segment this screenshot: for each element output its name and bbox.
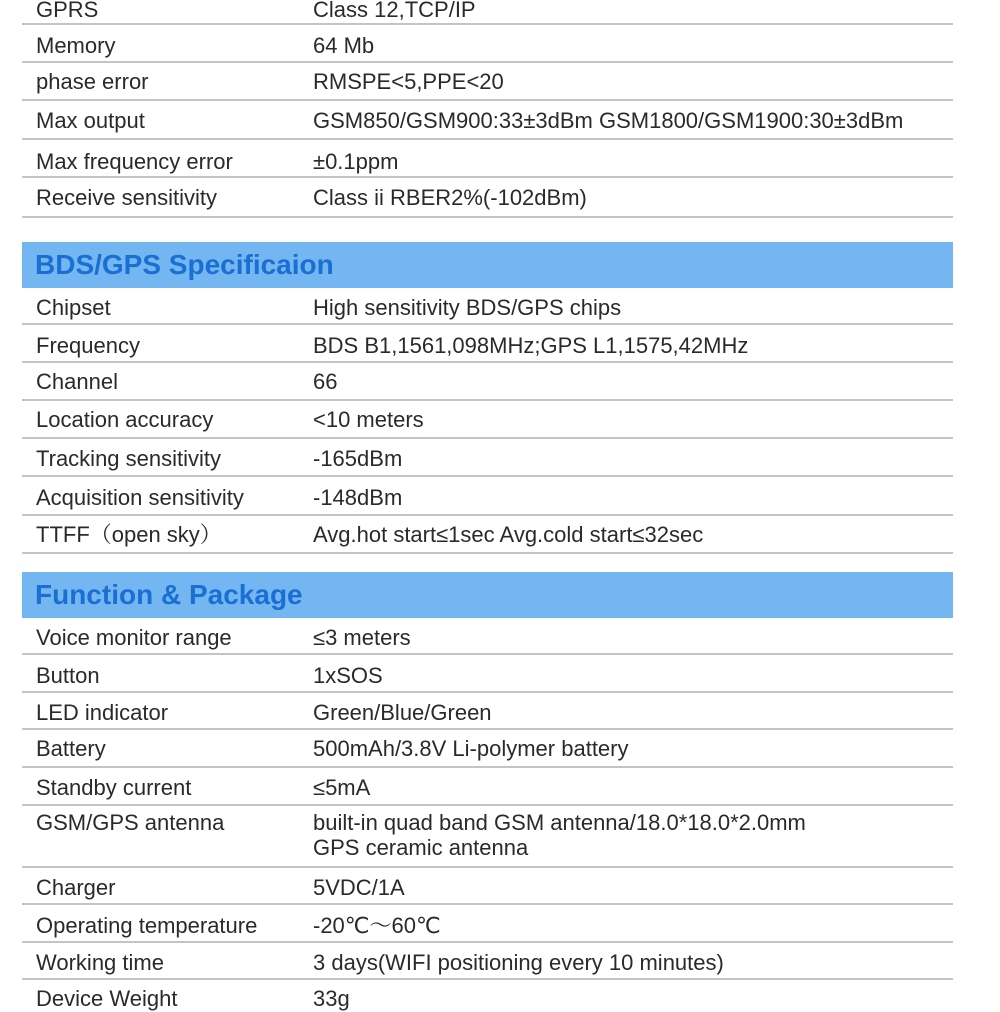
spec-label: Receive sensitivity: [36, 185, 217, 210]
spec-row-gsm-gps-antenna: [22, 806, 953, 868]
spec-value: 500mAh/3.8V Li-polymer battery: [313, 736, 629, 761]
spec-value: ≤3 meters: [313, 625, 411, 650]
spec-value: Class ii RBER2%(-102dBm): [313, 185, 587, 210]
spec-value: 33g: [313, 986, 350, 1011]
spec-row-device-weight: [22, 980, 953, 1012]
spec-row-voice-monitor-range: [22, 618, 953, 655]
bds-gps-spec-table: [22, 288, 953, 554]
spec-value: ≤5mA: [313, 775, 371, 800]
spec-row-tracking-sensitivity: [22, 439, 953, 477]
spec-row-location-accuracy: [22, 401, 953, 439]
spec-row-max-output: [22, 101, 953, 140]
spec-value: 66: [313, 369, 338, 394]
spec-value: -165dBm: [313, 446, 403, 471]
spec-row-standby-current: [22, 768, 953, 806]
spec-label: TTFF（open sky）: [36, 522, 222, 547]
spec-label: Charger: [36, 875, 116, 900]
spec-label: Voice monitor range: [36, 625, 232, 650]
spec-label: Location accuracy: [36, 407, 214, 432]
function-package-section-header: [22, 572, 953, 618]
spec-label: Memory: [36, 33, 116, 58]
spec-value-line-2: GPS ceramic antenna: [313, 835, 529, 860]
spec-row-working-time: [22, 943, 953, 980]
spec-row-phase-error: [22, 63, 953, 101]
gsm-spec-table: [22, 0, 953, 218]
spec-row-ttff: [22, 516, 953, 554]
spec-label: LED indicator: [36, 700, 169, 725]
bds-gps-section-header: [22, 242, 953, 288]
spec-row-receive-sensitivity: [22, 178, 953, 218]
spec-label: Operating temperature: [36, 913, 258, 938]
spec-value: <10 meters: [313, 407, 424, 432]
spec-row-channel: [22, 363, 953, 401]
spec-row-operating-temperature: [22, 905, 953, 943]
spec-row-gprs: [22, 0, 953, 25]
function-package-spec-table: [22, 618, 953, 1012]
spec-value: Avg.hot start≤1sec Avg.cold start≤32sec: [313, 522, 704, 547]
spec-label: Device Weight: [36, 986, 178, 1011]
spec-value: Green/Blue/Green: [313, 700, 492, 725]
spec-row-battery: [22, 730, 953, 768]
spec-value: ±0.1ppm: [313, 149, 399, 174]
spec-value: Class 12,TCP/IP: [313, 0, 476, 22]
spec-row-acquisition-sensitivity: [22, 477, 953, 516]
spec-value: -20℃〜60℃: [313, 913, 441, 938]
spec-value: 5VDC/1A: [313, 875, 405, 900]
section-title: BDS/GPS Specificaion: [35, 249, 334, 280]
section-title: Function & Package: [35, 579, 303, 610]
spec-label: Standby current: [36, 775, 192, 800]
spec-label: Battery: [36, 736, 106, 761]
spec-label: Button: [36, 663, 100, 688]
spec-label: Frequency: [36, 333, 140, 358]
spec-row-memory: [22, 25, 953, 63]
spec-value: 64 Mb: [313, 33, 375, 58]
spec-label: phase error: [36, 69, 149, 94]
spec-value: GSM850/GSM900:33±3dBm GSM1800/GSM1900:30±3dBm: [313, 108, 904, 133]
spec-label: Chipset: [36, 295, 111, 320]
spec-label: GSM/GPS antenna: [36, 810, 225, 835]
spec-row-chipset: [22, 288, 953, 325]
spec-value: built-in quad band GSM antenna/18.0*18.0*2.0mm: [313, 810, 806, 835]
spec-row-frequency: [22, 325, 953, 363]
spec-value: RMSPE<5,PPE<20: [313, 69, 504, 94]
spec-label: Working time: [36, 950, 164, 975]
spec-label: Max output: [36, 108, 145, 133]
spec-label: Channel: [36, 369, 118, 394]
spec-value: 3 days(WIFI positioning every 10 minutes): [313, 950, 724, 975]
spec-label: Acquisition sensitivity: [36, 485, 244, 510]
spec-row-charger: [22, 868, 953, 905]
spec-row-button: [22, 655, 953, 693]
spec-label: Tracking sensitivity: [36, 446, 222, 471]
spec-label: GPRS: [36, 0, 99, 22]
spec-value: 1xSOS: [313, 663, 383, 688]
spec-row-led-indicator: [22, 693, 953, 730]
spec-value: High sensitivity BDS/GPS chips: [313, 295, 622, 320]
spec-row-max-frequency-error: [22, 140, 953, 178]
spec-label: Max frequency error: [36, 149, 233, 174]
spec-value: BDS B1,1561,098MHz;GPS L1,1575,42MHz: [313, 333, 749, 358]
spec-value: -148dBm: [313, 485, 403, 510]
